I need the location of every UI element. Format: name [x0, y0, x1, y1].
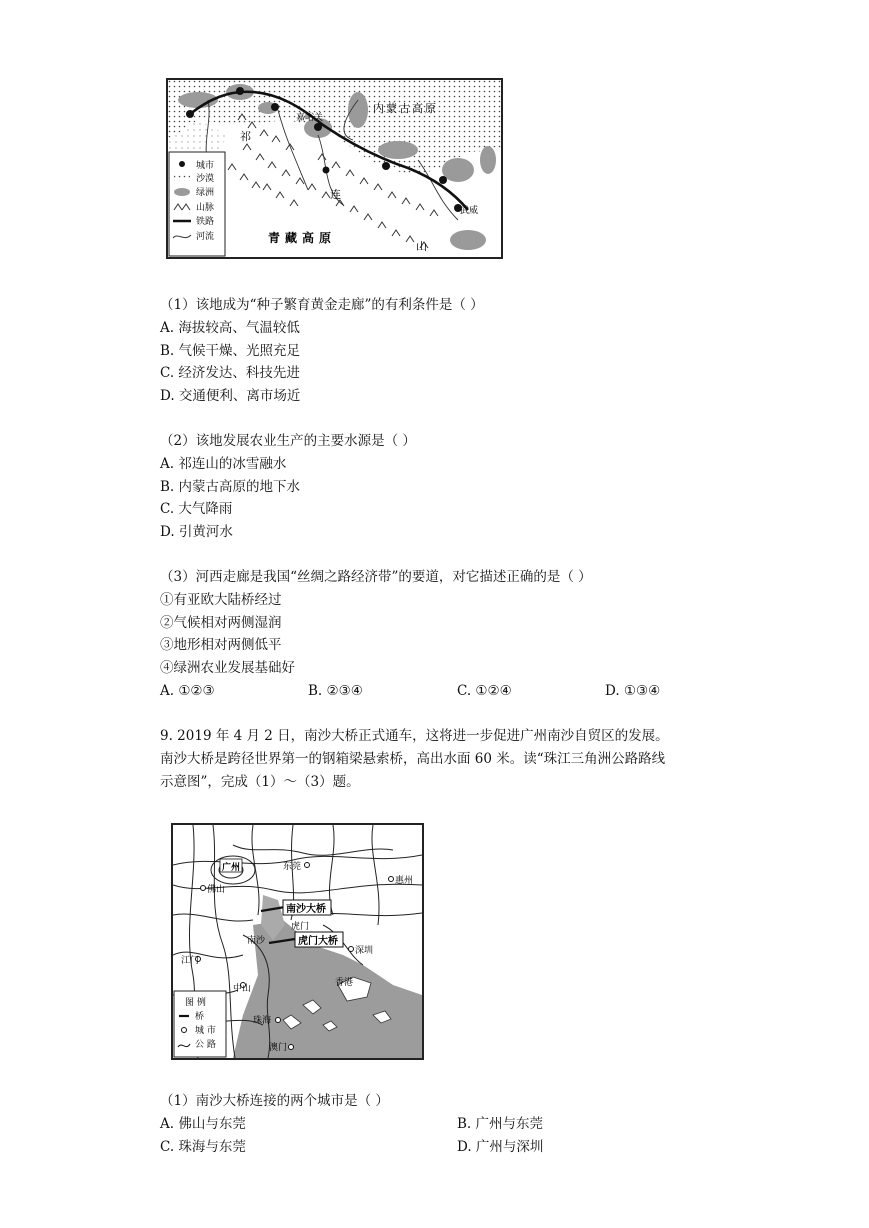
q1-option-c[interactable]: C. 经济发达、科技先进 [160, 365, 300, 381]
q2-stem: （2）该地发展农业生产的主要水源是（ ） [160, 433, 416, 449]
label-nansha: 南沙 [247, 936, 266, 946]
legend-title: 图 例 [185, 998, 206, 1008]
hexi-map-svg [168, 80, 501, 257]
label-nansha-bridge: 南沙大桥 [286, 904, 326, 915]
label-macau: 澳门 [269, 1043, 288, 1053]
q9-1-option-a[interactable]: A. 佛山与东莞 [160, 1116, 246, 1132]
q9-intro-line-2: 南沙大桥是跨径世界第一的钢箱梁悬索桥，高出水面 60 米。读“珠江三角洲公路路线 [160, 751, 666, 767]
map2-legend [174, 991, 226, 1057]
q2-option-d[interactable]: D. 引黄河水 [160, 524, 233, 540]
label-jiangmen: 江门 [181, 956, 200, 966]
q3-statement-3: ③地形相对两侧低平 [160, 637, 282, 653]
label-humen-bridge: 虎门大桥 [298, 936, 338, 947]
legend-city: 城 市 [195, 1026, 216, 1036]
q3-option-d[interactable]: D. ①③④ [605, 683, 661, 699]
q2-option-c[interactable]: C. 大气降雨 [160, 501, 233, 517]
label-lian: 连 [330, 188, 341, 201]
q9-1-option-d[interactable]: D. 广州与深圳 [457, 1139, 544, 1155]
q1-option-b[interactable]: B. 气候干燥、光照充足 [160, 343, 301, 359]
label-foshan: 佛山 [207, 885, 226, 895]
q2-option-b[interactable]: B. 内蒙古高原的地下水 [160, 479, 301, 495]
label-hongkong: 香港 [335, 978, 354, 988]
q9-1-stem: （1）南沙大桥连接的两个城市是（ ） [160, 1093, 389, 1109]
q2-option-a[interactable]: A. 祁连山的冰雪融水 [160, 456, 287, 472]
label-zhongshan: 中山 [233, 984, 252, 994]
q9-intro-line-3: 示意图”，完成（1）～（3）题。 [160, 774, 360, 790]
legend-river: 河流 [196, 232, 215, 242]
legend-oasis: 绿洲 [196, 188, 215, 198]
q1-option-a[interactable]: A. 海拔较高、气温较低 [160, 320, 300, 336]
legend-mountain: 山脉 [196, 203, 215, 213]
map1-legend [169, 152, 225, 256]
label-dongguan: 东莞 [283, 862, 302, 872]
label-inner-mongolia-plateau: 内蒙古高原 [373, 102, 438, 115]
label-guangzhou: 广州 [222, 863, 241, 873]
label-qinghai-tibet-plateau: 青藏高原 [268, 231, 337, 245]
q1-option-d[interactable]: D. 交通便利、离市场近 [160, 388, 301, 404]
legend-desert: 沙漠 [196, 174, 215, 184]
pearl-river-delta-map [171, 823, 424, 1060]
q9-1-option-b[interactable]: B. 广州与东莞 [457, 1116, 544, 1132]
legend-city: 城市 [196, 161, 215, 171]
label-huizhou: 惠州 [395, 876, 414, 886]
label-shan: 山 [416, 240, 427, 253]
q3-statement-4: ④绿洲农业发展基础好 [160, 660, 295, 676]
q1-stem: （1）该地成为“种子繁育黄金走廊”的有利条件是（ ） [160, 297, 484, 313]
legend-railway: 铁路 [196, 217, 215, 227]
hexi-corridor-map [166, 78, 503, 259]
q3-option-c[interactable]: C. ①②④ [457, 683, 512, 699]
label-jiayuguan: 嘉峪关 [296, 113, 324, 123]
label-qi: 祁 [240, 130, 251, 143]
legend-road: 公 路 [195, 1040, 216, 1050]
prd-map-svg [173, 825, 422, 1058]
label-shenzhen: 深圳 [355, 946, 374, 956]
legend-bridge: 桥 [195, 1012, 205, 1022]
label-wuwei: 武威 [460, 206, 479, 216]
q3-statement-1: ①有亚欧大陆桥经过 [160, 592, 282, 608]
label-humen: 虎门 [291, 922, 310, 932]
q3-option-b[interactable]: B. ②③④ [308, 683, 363, 699]
q3-option-a[interactable]: A. ①②③ [160, 683, 215, 699]
q3-statement-2: ②气候相对两侧湿润 [160, 615, 282, 631]
label-zhuhai: 珠海 [253, 1016, 272, 1026]
q9-intro-line-1: 9. 2019 年 4 月 2 日，南沙大桥正式通车，这将进一步促进广州南沙自贸区的发展。 [160, 728, 669, 744]
q9-1-option-c[interactable]: C. 珠海与东莞 [160, 1139, 246, 1155]
q3-stem: （3）河西走廊是我国“丝绸之路经济带”的要道，对它描述正确的是（ ） [160, 569, 592, 585]
